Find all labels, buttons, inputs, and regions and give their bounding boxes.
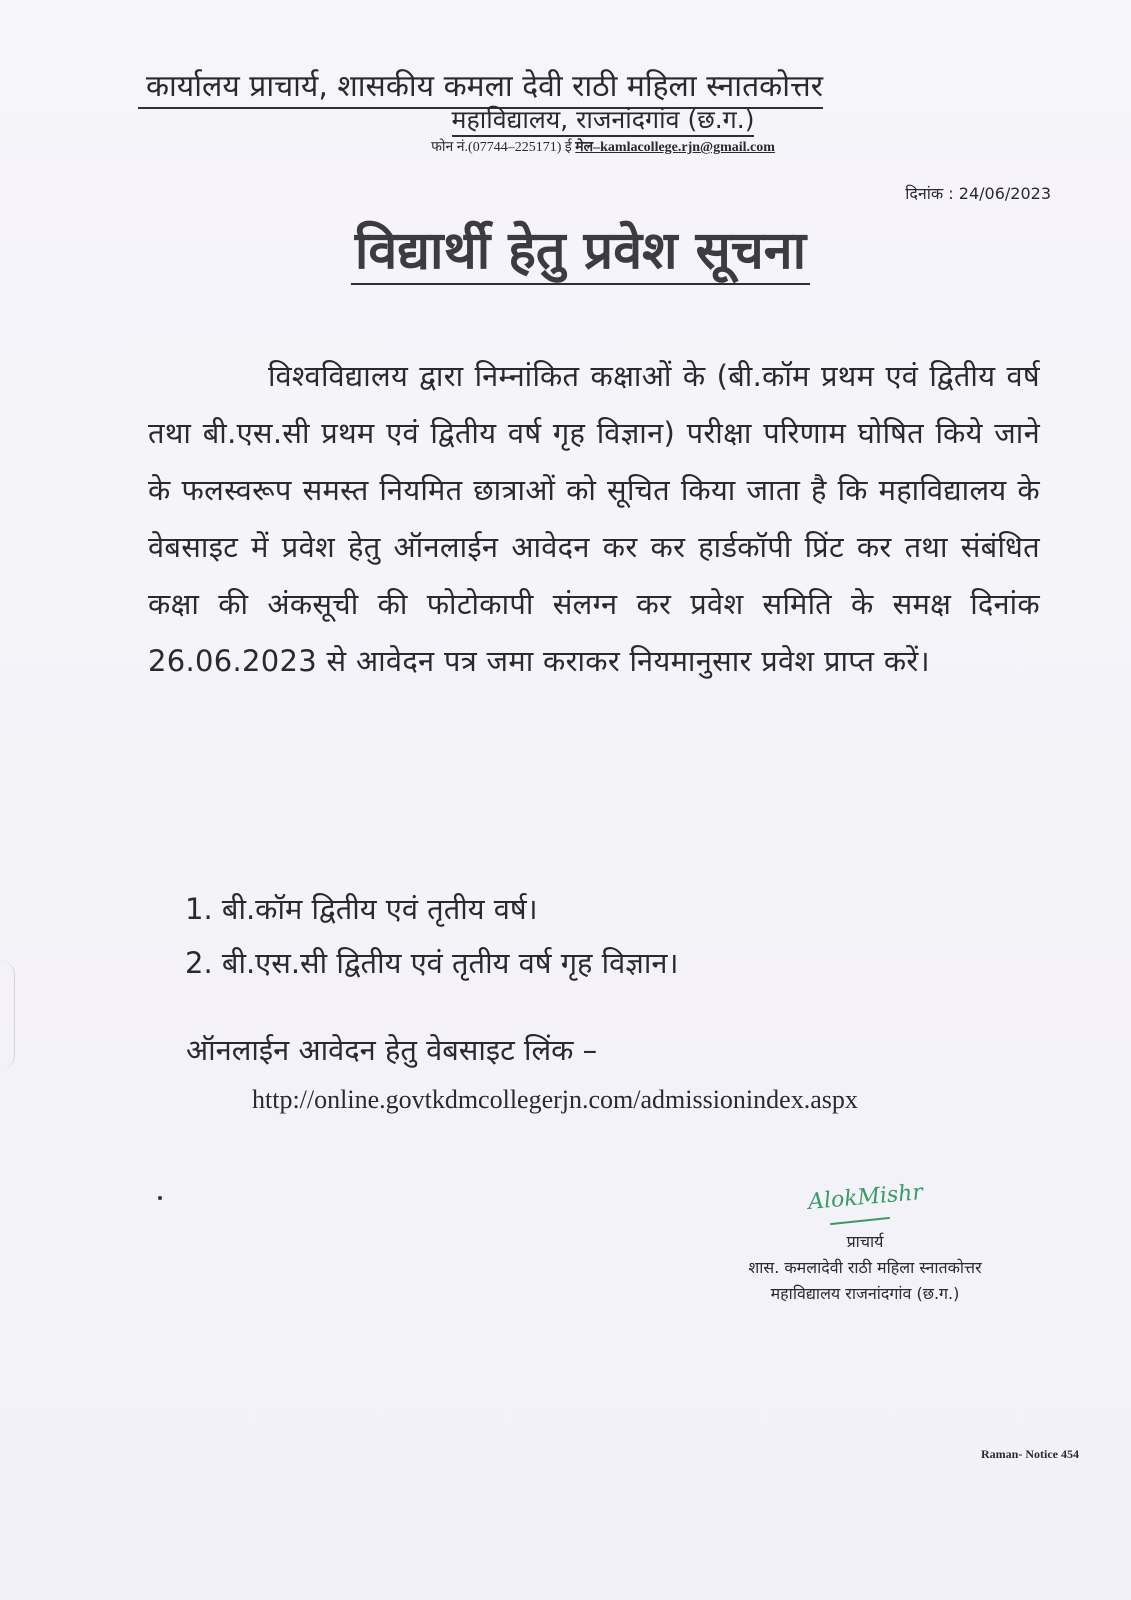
signatory-org-line1: शास. कमलादेवी राठी महिला स्नातकोत्तर — [748, 1258, 982, 1277]
contact-line — [75, 137, 1131, 156]
body-paragraph: विश्वविद्यालय द्वारा निम्नांकित कक्षाओं के (बी.कॉम प्रथम एवं द्वितीय वर्ष तथा बी.एस.सी प्रथम एवं द्वितीय वर्ष गृह विज्ञान) परीक्षा परिणाम घोषित किये जाने के फलस्वरूप समस्त नियमित छात्राओं को सूचित किया जाता है कि महाविद्यालय के वेबसाइट में प्रवेश हेतु ऑनलाईन आवेदन कर कर हार्डकॉपी प्रिंट कर तथा संबंधित कक्षा की अंकसूची की फोटोकापी संलग्न कर प्रवेश समिति के समक्ष दिनांक 26.06.2023 से आवेदन पत्र जमा कराकर नियमानुसार प्रवेश प्राप्त करें। — [148, 359, 1040, 678]
notice-title-text: विद्यार्थी हेतु प्रवेश सूचना — [351, 221, 810, 285]
letterhead-line2 — [0, 102, 1131, 136]
phone-text: फोन नं.(07744–225171) ई — [431, 140, 576, 155]
signatory-org-line2: महाविद्यालय राजनांदगांव (छ.ग.) — [770, 1284, 960, 1303]
list-item: 1. बी.कॉम द्वितीय एवं तृतीय वर्ष। — [185, 892, 538, 926]
signatory-title: प्राचार्य — [846, 1232, 884, 1251]
notice-date: दिनांक : 24/06/2023 — [905, 184, 1051, 203]
notice-title — [0, 213, 1131, 284]
class-list — [185, 882, 679, 990]
email-text: मेल–kamlacollege.rjn@gmail.com — [575, 140, 775, 155]
signature-underline — [830, 1217, 890, 1225]
notice-reference: Raman- Notice 454 — [981, 1447, 1079, 1461]
list-item: 2. बी.एस.सी द्वितीय एवं तृतीय वर्ष गृह विज्ञान। — [185, 946, 679, 980]
website-link-label: ऑनलाईन आवेदन हेतु वेबसाइट लिंक – — [186, 1033, 598, 1067]
signature-scribble: AlokMishr — [807, 1180, 924, 1215]
admission-url-link[interactable]: http://online.govtkdmcollegerjn.com/admissionindex.aspx — [252, 1085, 858, 1114]
letterhead-line2-text: महाविद्यालय, राजनांदगांव (छ.ग.) — [452, 105, 755, 137]
punch-hole-shadow — [0, 960, 15, 1070]
letterhead-line1-text: कार्यालय प्राचार्य, शासकीय कमला देवी राठी महिला स्नातकोत्तर — [138, 64, 823, 109]
scan-speck — [158, 1196, 162, 1200]
